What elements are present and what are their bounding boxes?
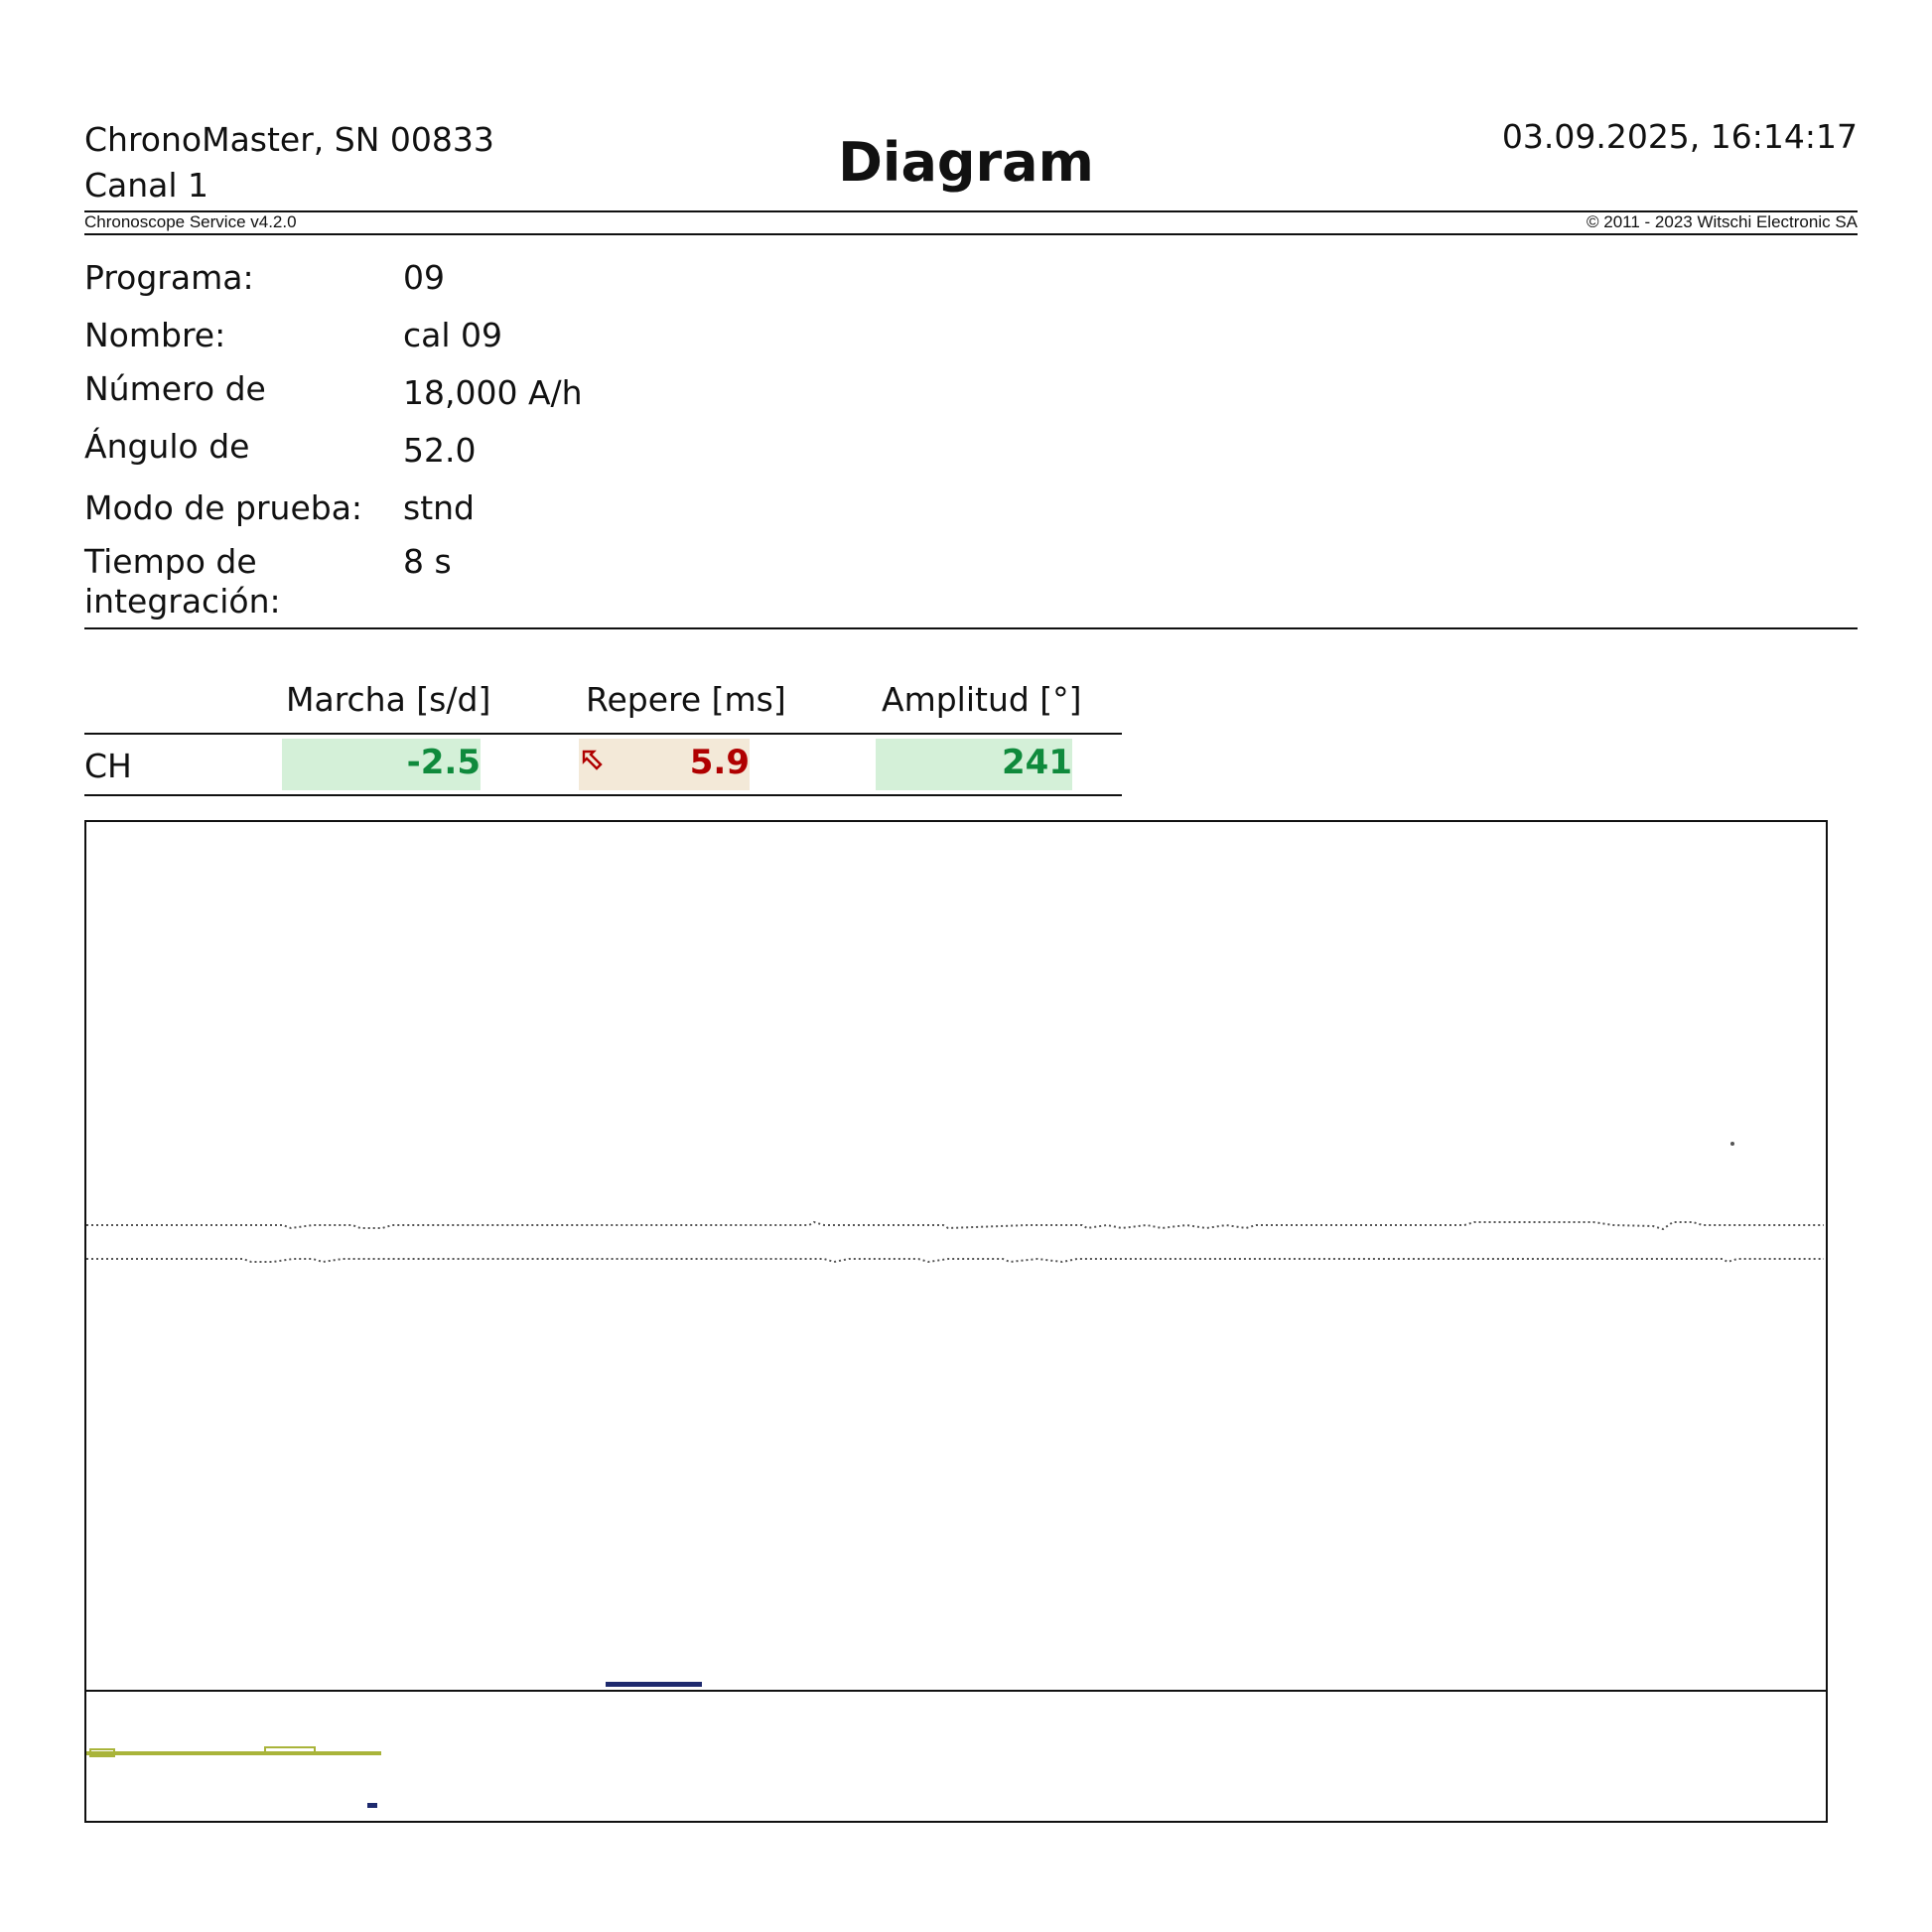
software-version: Chronoscope Service v4.2.0	[84, 212, 297, 231]
outlier-point	[1730, 1142, 1734, 1146]
param-label-lift-angle: Ángulo de	[84, 427, 250, 466]
param-label-test-mode: Modo de prueba:	[84, 488, 363, 527]
repere-cell	[579, 739, 750, 790]
param-label-integration-line1: Tiempo de	[84, 542, 257, 581]
datetime: 03.09.2025, 16:14:17	[1501, 117, 1858, 156]
amplitude-line	[86, 1751, 381, 1755]
trace-upper	[86, 1222, 1824, 1229]
amplitud-value: 241	[1002, 743, 1072, 782]
diagram-plot	[84, 820, 1828, 1823]
header-rule-bottom	[84, 233, 1858, 235]
param-label-beat-rate: Número de	[84, 369, 266, 408]
params-rule	[84, 627, 1858, 629]
repere-value: 5.9	[689, 743, 750, 782]
marcha-value: -2.5	[406, 743, 481, 782]
channel-name: Canal 1	[84, 166, 209, 205]
indicator-bar-small	[367, 1803, 377, 1808]
amplitud-cell	[876, 739, 1072, 790]
indicator-bar-navy	[606, 1682, 702, 1687]
param-value-test-mode: stnd	[403, 488, 475, 527]
row-label-ch: CH	[84, 747, 132, 785]
param-value-beat-rate: 18,000 A/h	[403, 373, 583, 412]
marcha-cell	[282, 739, 481, 790]
col-header-marcha: Marcha [s/d]	[286, 680, 491, 719]
page-title: Diagram	[838, 131, 1094, 194]
col-header-repere: Repere [ms]	[586, 680, 786, 719]
outlined-arrow-icon	[581, 749, 605, 776]
param-value-lift-angle: 52.0	[403, 431, 477, 470]
param-label-integration	[84, 542, 281, 621]
param-value-integration: 8 s	[403, 542, 452, 581]
device-name: ChronoMaster, SN 00833	[84, 120, 494, 159]
param-value-name: cal 09	[403, 316, 503, 354]
copyright: © 2011 - 2023 Witschi Electronic SA	[1587, 212, 1858, 231]
trace-lower	[86, 1259, 1824, 1262]
param-label-name: Nombre:	[84, 316, 226, 354]
param-label-integration-line2: integración:	[84, 582, 281, 621]
amplitude-trace	[86, 1747, 381, 1756]
results-rule-bottom	[84, 794, 1122, 796]
param-value-program: 09	[403, 258, 445, 297]
param-label-program: Programa:	[84, 258, 254, 297]
col-header-amplitud: Amplitud [°]	[882, 680, 1082, 719]
results-rule-top	[84, 733, 1122, 735]
